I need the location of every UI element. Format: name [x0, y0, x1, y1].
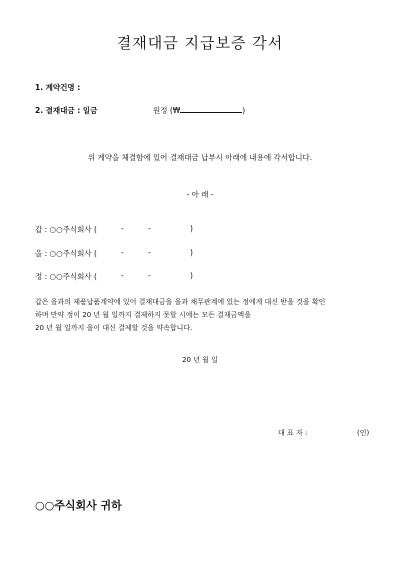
- document-title: 결재대금 지급보증 각서: [116, 34, 284, 52]
- party-close: ): [190, 271, 193, 280]
- party-dash: -: [121, 248, 124, 257]
- party-close: ): [190, 248, 193, 257]
- party-dash: -: [148, 224, 151, 233]
- won-amount-label: 원정 (₩: [153, 106, 181, 115]
- body-line: 하며 만약 정이 20 년 월 일까지 결제하지 못할 시에는 모든 결재금액을: [35, 311, 251, 319]
- party-dash: -: [121, 224, 124, 233]
- representative-label: 대 표 자 :: [278, 429, 308, 437]
- party-dash: -: [121, 271, 124, 280]
- party-row: [35, 224, 97, 235]
- won-amount-field: [153, 105, 245, 116]
- below-marker: - 아 래 -: [186, 190, 214, 199]
- won-amount-close: ): [242, 106, 246, 115]
- seal-mark: (인): [357, 429, 370, 437]
- party-close: ): [190, 224, 193, 233]
- won-amount-blank: [180, 105, 242, 113]
- body-line: 20 년 월 일까지 을이 대신 결제할 것을 약속합니다.: [35, 324, 193, 332]
- intro-statement: 위 계약을 체결함에 있어 결재대금 납부시 아래에 내용에 각서합니다.: [87, 153, 313, 162]
- body-line: 갑은 을과의 제품납품계약에 있어 결재대금을 을과 채무관계에 있는 정에게 대신 받을 것을 확인: [35, 298, 326, 306]
- party-dash: -: [148, 271, 151, 280]
- party-label: 정 : ○○주식회사 (: [35, 272, 97, 281]
- contract-name-field: 1. 계약건명 :: [35, 83, 81, 92]
- date-line: 20 년 월 일: [182, 356, 218, 364]
- party-label: 을 : ○○주식회사 (: [35, 249, 97, 258]
- party-row: [35, 271, 97, 282]
- party-label: 갑 : ○○주식회사 (: [35, 225, 97, 234]
- payment-amount-label: 2. 결재대금 : 일금: [35, 106, 98, 115]
- party-row: [35, 248, 97, 259]
- payment-amount-field: [35, 105, 97, 116]
- party-dash: -: [148, 248, 151, 257]
- addressee: ○○주식회사 귀하: [35, 499, 122, 512]
